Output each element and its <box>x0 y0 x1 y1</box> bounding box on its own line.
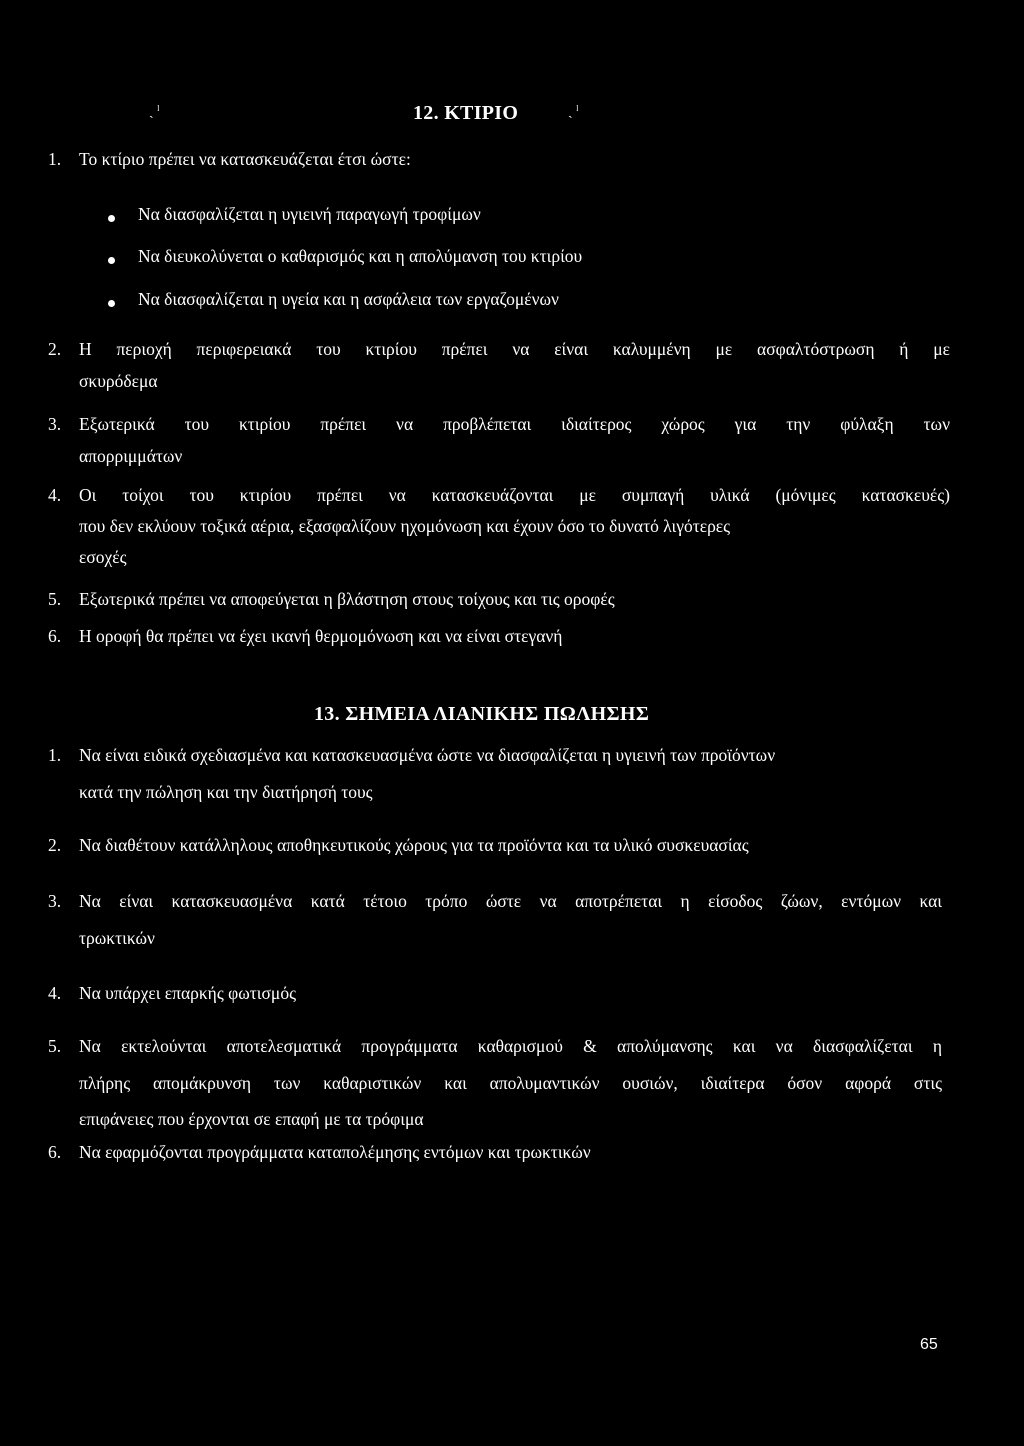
bullet-text: Να διευκολύνεται ο καθαρισμός και η απολύμανση του κτιρίου <box>138 246 583 266</box>
item-number: 3. <box>48 414 62 434</box>
bullet-text: Να διασφαλίζεται η υγιεινή παραγωγή τροφίμων <box>138 204 481 224</box>
item-number: 4. <box>48 983 62 1003</box>
item-text: Το κτίριο πρέπει να κατασκευάζεται έτσι ώστε: <box>79 149 411 169</box>
page-number: 65 <box>920 1336 938 1353</box>
section-13-heading: 13. ΣΗΜΕΙΑ ΛΙΑΝΙΚΗΣ ΠΩΛΗΣΗΣ <box>314 703 650 725</box>
item-text: κατά την πώληση και την διατήρησή τους <box>79 782 373 802</box>
item-text: επιφάνειες που έρχονται σε επαφή με τα τρόφιμα <box>79 1109 424 1129</box>
item-number: 6. <box>48 1142 62 1162</box>
bullet-text: Να διασφαλίζεται η υγεία και η ασφάλεια των εργαζομένων <box>138 289 559 309</box>
section-12-heading: 12. ΚΤΙΡΙΟ <box>413 102 519 124</box>
item-text: Εξωτερικά του κτιρίου πρέπει να προβλέπεται ιδιαίτερος χώρος για την φύλαξη των <box>79 414 950 434</box>
item-number: 6. <box>48 626 62 646</box>
scan-mark: ˏ ˡ <box>568 104 579 119</box>
item-text: τρωκτικών <box>79 928 155 948</box>
item-text: Να είναι ειδικά σχεδιασμένα και κατασκευασμένα ώστε να διασφαλίζεται η υγιεινή των προϊόντων <box>79 745 776 765</box>
item-number: 3. <box>48 891 62 911</box>
item-text: Να είναι κατασκευασμένα κατά τέτοιο τρόπο ώστε να αποτρέπεται η είσοδος ζώων, εντόμων και <box>79 891 942 911</box>
item-text: σκυρόδεμα <box>79 371 158 391</box>
bullet-icon <box>108 257 115 264</box>
item-text: Να εκτελούνται αποτελεσματικά προγράμματα καθαρισμού & απολύμανσης και να διασφαλίζεται η <box>79 1036 942 1056</box>
bullet-icon <box>108 300 115 307</box>
item-text: Οι τοίχοι του κτιρίου πρέπει να κατασκευάζονται με συμπαγή υλικά (μόνιμες κατασκευές) <box>79 485 950 505</box>
item-number: 4. <box>48 485 62 505</box>
scan-mark: ˏ ˡ <box>149 104 160 119</box>
bullet-icon <box>108 215 115 222</box>
item-text: Εξωτερικά πρέπει να αποφεύγεται η βλάστηση στους τοίχους και τις οροφές <box>79 589 615 609</box>
item-text: εσοχές <box>79 547 127 567</box>
item-number: 1. <box>48 149 62 169</box>
item-number: 2. <box>48 835 62 855</box>
item-text: Η περιοχή περιφερειακά του κτιρίου πρέπει να είναι καλυμμένη με ασφαλτόστρωση ή με <box>79 339 950 359</box>
item-number: 5. <box>48 589 62 609</box>
item-number: 2. <box>48 339 62 359</box>
item-number: 1. <box>48 745 62 765</box>
item-text: Να διαθέτουν κατάλληλους αποθηκευτικούς χώρους για τα προϊόντα και τα υλικό συσκευασίας <box>79 835 749 855</box>
item-text: που δεν εκλύουν τοξικά αέρια, εξασφαλίζουν ηχομόνωση και έχουν όσο το δυνατό λιγότερες <box>79 516 731 536</box>
item-text: πλήρης απομάκρυνση των καθαριστικών και απολυμαντικών ουσιών, ιδιαίτερα όσον αφορά στις <box>79 1073 942 1093</box>
item-text: Να υπάρχει επαρκής φωτισμός <box>79 983 296 1003</box>
item-text: απορριμμάτων <box>79 446 183 466</box>
item-text: Η οροφή θα πρέπει να έχει ικανή θερμομόνωση και να είναι στεγανή <box>79 626 563 646</box>
item-number: 5. <box>48 1036 62 1056</box>
item-text: Να εφαρμόζονται προγράμματα καταπολέμησης εντόμων και τρωκτικών <box>79 1142 591 1162</box>
